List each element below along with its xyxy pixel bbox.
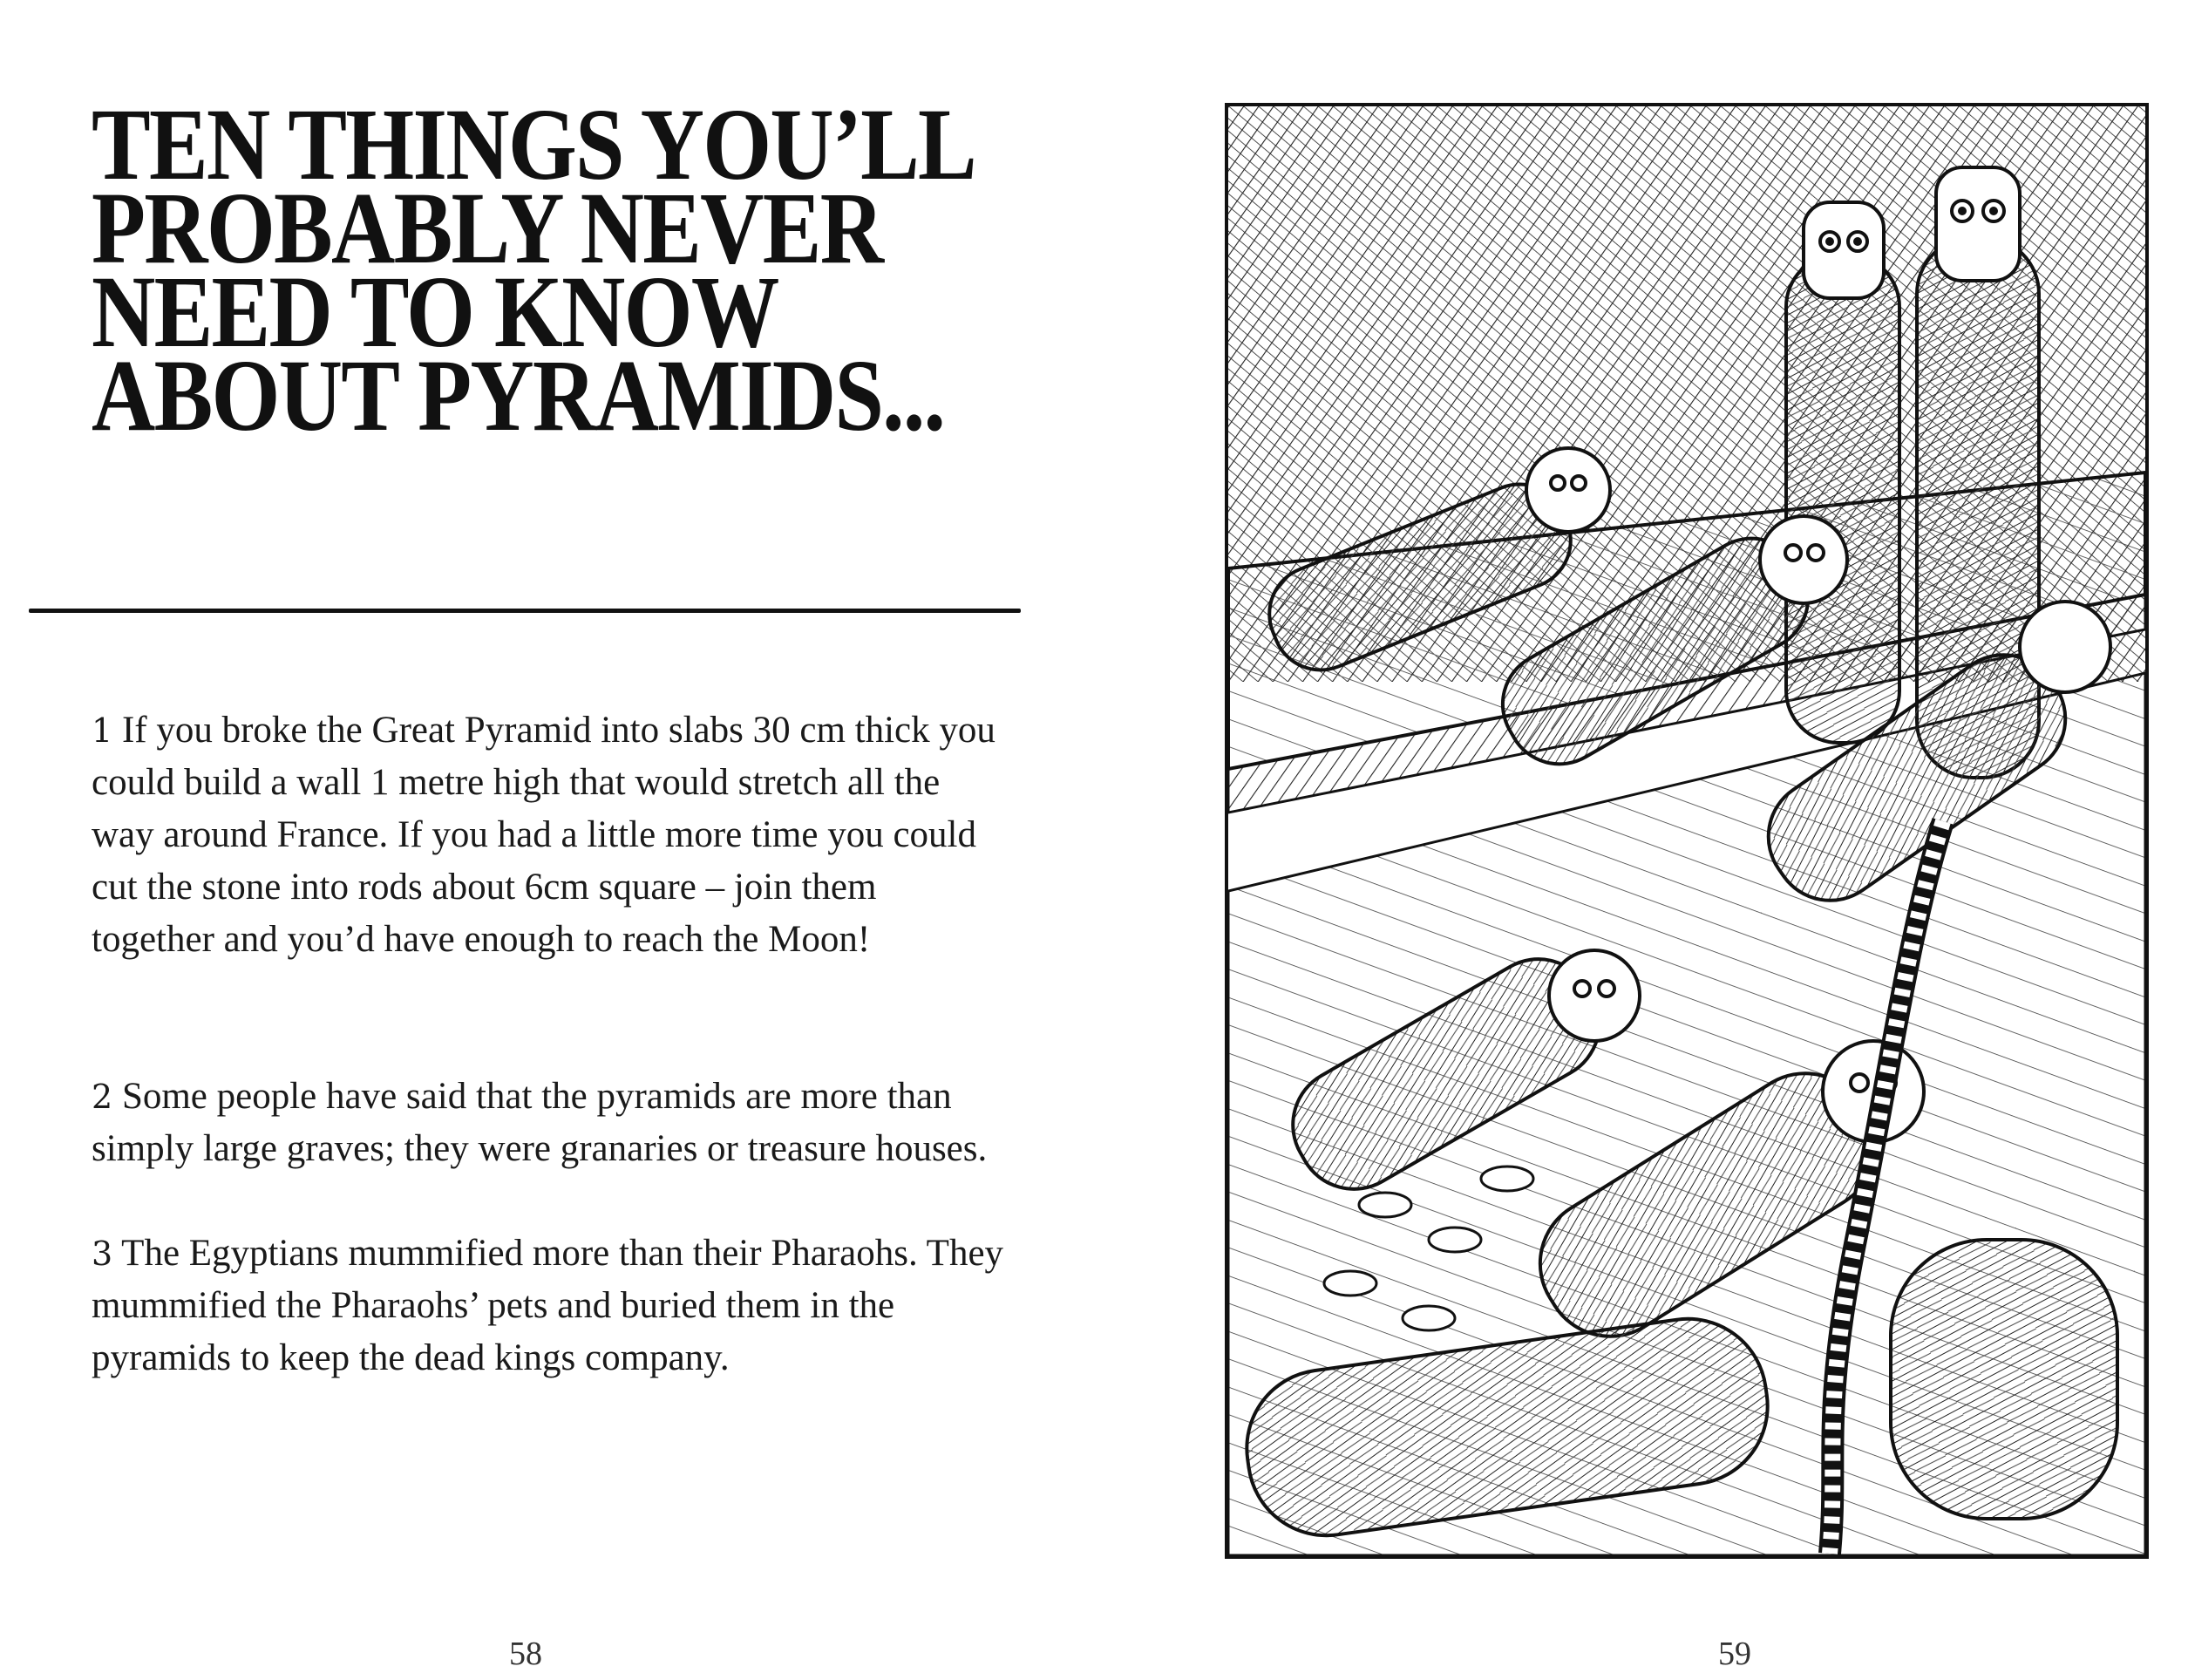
heading-line: NEED TO KNOW xyxy=(92,255,778,369)
fact-paragraph xyxy=(92,1228,1007,1384)
heading-line: PROBABLY NEVER xyxy=(92,171,883,285)
fact-text: The Egyptians mummified more than their Pharaohs. They mummified the Pharaohs’ pets and buried them in the pyramids to keep the dead kings company. xyxy=(92,1233,1004,1378)
illustration-drawing xyxy=(1228,106,2145,1555)
lying-mummy xyxy=(1891,1240,2117,1519)
heading-line: TEN THINGS YOU’LL xyxy=(92,87,976,201)
heading-divider xyxy=(29,609,1021,613)
fact-number: 1 xyxy=(92,711,113,750)
mummified-pets-illustration xyxy=(1225,103,2149,1559)
page-number-right: 59 xyxy=(1718,1636,1751,1672)
fact-text: Some people have said that the pyramids are more than simply large graves; they were granaries or treasure houses. xyxy=(92,1076,988,1169)
right-page xyxy=(1094,0,2188,1680)
page-number-left: 58 xyxy=(509,1636,542,1672)
fact-number: 2 xyxy=(92,1078,113,1116)
page-heading xyxy=(92,87,976,452)
standing-mummy xyxy=(1786,202,1899,743)
fact-text: If you broke the Great Pyramid into slabs 30 cm thick you could build a wall 1 metre high that would stretch all the way around France. If you had a little more time you could cut the stone into rods about 6cm square – join them together and you’d have enough to reach the Moon! xyxy=(92,710,995,960)
fact-paragraph xyxy=(92,704,1007,966)
fact-number: 3 xyxy=(92,1234,113,1273)
body-text xyxy=(92,704,1007,1384)
fact-paragraph xyxy=(92,1071,1007,1175)
heading-line: ABOUT PYRAMIDS... xyxy=(92,338,945,452)
